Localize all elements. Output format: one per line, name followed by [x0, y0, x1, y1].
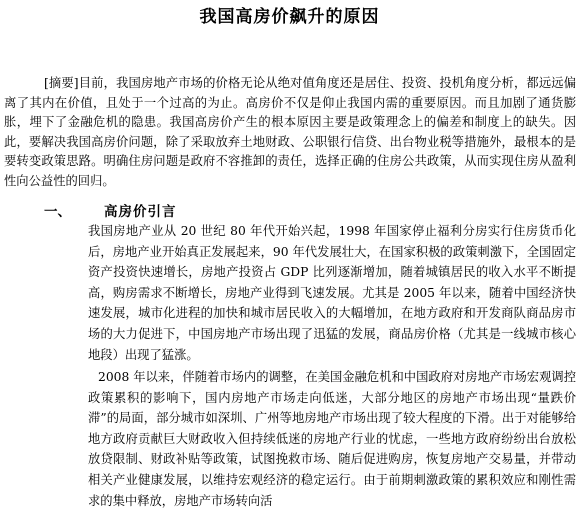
- body-paragraph: 2008 年以来，伴随着市场内的调整，在美国金融危机和中国政府对房地产市场宏观调控政策累积的影响下，国内房地产市场走向低迷，大部分地区的房地产市场出现“量跌价滞”的局面，部分城市如深圳、广州等地房地产市场出现了较大程度的下滑。出于对能够给地方政府贡献巨大财政收入但持续低迷的房地产行业的忧虑，一些地方政府纷纷出台放松放贷限制、财政补贴等政策，试图挽救市场、随后促进购房，恢复房地产交易量，并带动相关产业健康发展，以维持宏观经济的稳定运行。由于前期刺激政策的累积效应和刚性需求的集中释放，房地产市场转向活: [88, 370, 576, 508]
- section-heading: [0, 202, 579, 222]
- section-title: 高房价引言: [104, 204, 177, 220]
- document-title: 我国高房价飙升的原因: [199, 7, 380, 27]
- section-number: 一、: [44, 204, 71, 220]
- abstract-paragraph: [摘要]目前，我国房地产市场的价格无论从绝对值角度还是居住、投资、投机角度分析，都远远偏离了其内在价值，且处于一个过高的为止。高房价不仅是仰止我国内需的重要原因。而且加剧了通货膨胀，埋下了金融危机的隐患。我国高房价产生的根本原因主要是政策理念上的偏差和制度上的缺失。因此，要解决我国高房价问题，除了采取放弃土地财政、公职银行信贷、出台物业税等措施外，最根本的是要转变政策思路。明确住房问题是政府不容推卸的责任，选择正确的住房公共政策，从而实现住房从盈利性向公益性的回归。: [4, 76, 576, 188]
- body-paragraph: 我国房地产业从 20 世纪 80 年代开始兴起，1998 年国家停止福利分房实行住房货币化后，房地产业开始真正发展起来，90 年代发展壮大，在国家积极的政策刺激下，全国固定资产投资快速增长，房地产投资占 GDP 比列逐渐增加，随着城镇居民的收入水平不断提高，购房需求不断增长，房地产业得到飞速发展。尤其是 2005 年以来，随着中国经济快速发展，城市化进程的加快和城市居民收入的大幅增加，在地方政府和开发商队商品房市场的大力促进下，中国房地产市场出现了迅猛的发展，商品房价格（尤其是一线城市核心地段）出现了猛涨。: [88, 224, 576, 362]
